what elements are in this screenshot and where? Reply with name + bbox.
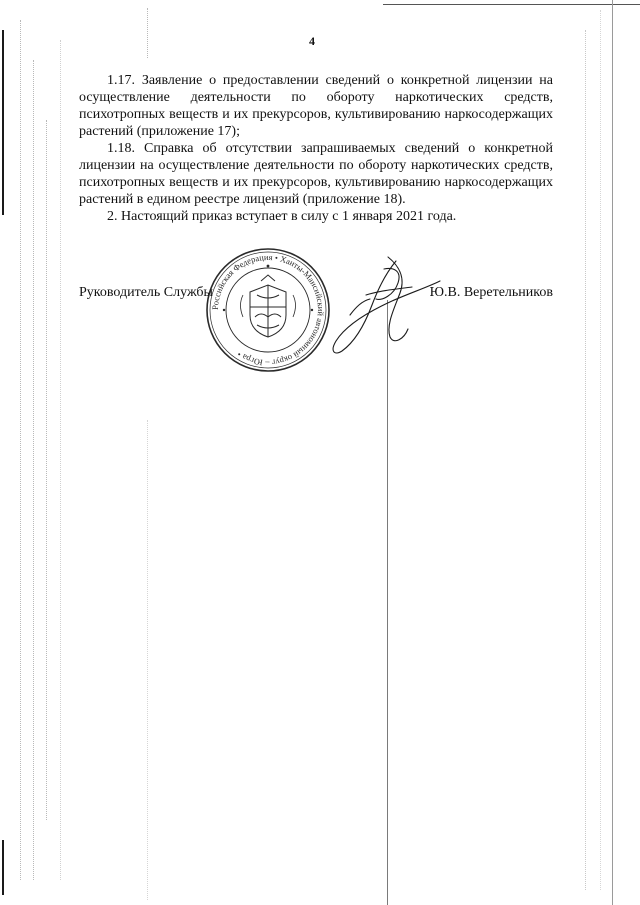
- vertical-fold-line: [387, 300, 388, 905]
- page-number: 4: [309, 34, 315, 48]
- inner-dots-1: [147, 8, 148, 58]
- paragraph-2: 2. Настоящий приказ вступает в силу с 1 января 2021 года.: [107, 209, 457, 224]
- paragraph-1-17: 1.17. Заявление о предоставлении сведений о конкретной лицензии на осуществление деятельности по обороту наркотических средств, психотропных веществ и их прекурсоров, культивированию наркосодержащих растений (приложение 17);: [79, 73, 553, 139]
- signer-title: Руководитель Службы: [79, 285, 213, 300]
- signer-name: Ю.В. Веретельников: [429, 285, 553, 300]
- left-margin-dots-4: [60, 40, 61, 880]
- right-scan-edge: [612, 0, 613, 905]
- left-scan-edge: [2, 30, 4, 215]
- top-scan-edge: [383, 4, 640, 5]
- right-margin-dots-2: [600, 10, 601, 890]
- left-margin-dots-3: [46, 120, 47, 820]
- handwritten-signature: [326, 255, 446, 360]
- inner-dots-2: [147, 420, 148, 900]
- seal-emblem: [241, 275, 296, 337]
- paragraph-1-18: 1.18. Справка об отсутствии запрашиваемых сведений о конкретной лицензии на осуществление деятельности по обороту наркотических средств, психотропных веществ и их прекурсоров, культивированию наркосодержащих растений в едином реестре лицензий (приложение 18).: [79, 141, 553, 207]
- seal-ring-textpath: Российская Федерация • Ханты-Мансийский автономный округ – Югра •: [209, 251, 327, 369]
- body-text: [79, 72, 553, 225]
- left-margin-dots-1: [20, 20, 21, 880]
- left-margin-dots-2: [33, 60, 34, 880]
- official-seal: [205, 247, 331, 373]
- right-margin-dots: [585, 30, 586, 890]
- left-scan-edge-lower: [2, 840, 4, 895]
